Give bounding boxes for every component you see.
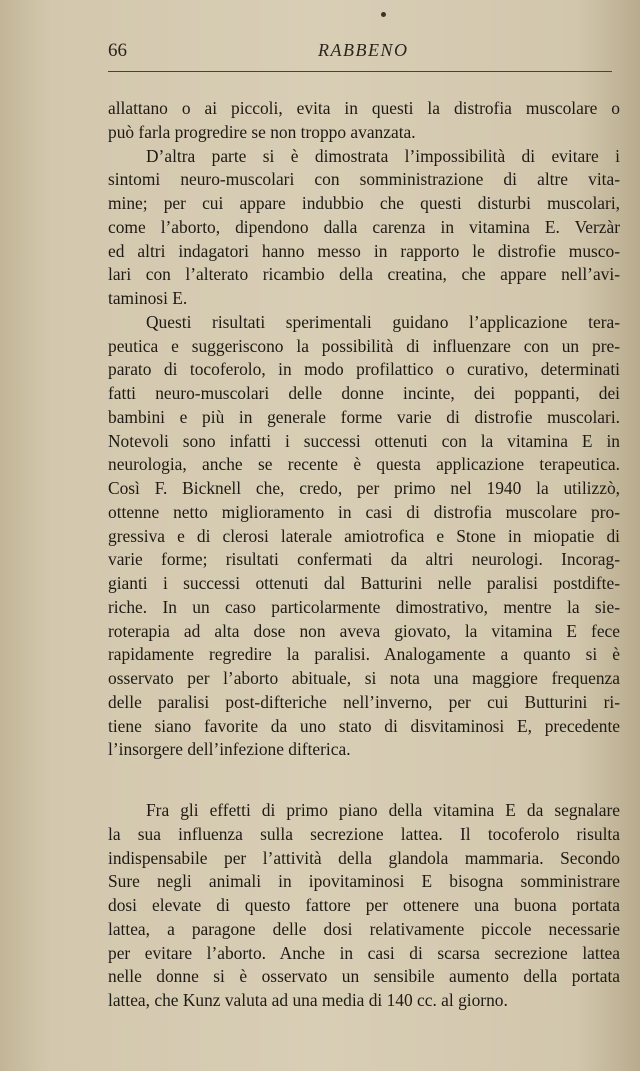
text-line: Così F. Bicknell che, credo, per primo nel 1940 la utilizzò, bbox=[108, 478, 620, 498]
text-line: riche. In un caso particolarmente dimostrativo, mentre la sie- bbox=[108, 596, 620, 617]
header-rule bbox=[108, 71, 612, 72]
text-line: delle paralisi post-difteriche nell’inverno, per cui Butturini ri- bbox=[108, 691, 620, 712]
text-line: lattea, a paragone delle dosi relativamente piccole necessarie bbox=[108, 918, 620, 939]
running-head: RABBENO bbox=[318, 40, 409, 60]
text-line: bambini e più in generale forme varie di distrofie muscolari. bbox=[108, 406, 620, 427]
ink-speck bbox=[381, 12, 386, 17]
text-line: roterapia ad alta dose non aveva giovato, la vitamina E fece bbox=[108, 620, 620, 641]
text-line: come l’aborto, dipendono dalla carenza in vitamina E. Verzàr bbox=[108, 216, 620, 237]
text-line: osservato per l’aborto abituale, si nota una maggiore frequenza bbox=[108, 668, 620, 688]
text-line: varie forme; risultati confermati da altri neurologi. Incorag- bbox=[108, 549, 620, 570]
text-line: parato di tocoferolo, in modo profilattico o curativo, determinati bbox=[108, 359, 620, 380]
text-line: Sure negli animali in ipovitaminosi E bisogna somministrare bbox=[108, 871, 620, 892]
text-line: gressiva e di clerosi laterale amiotrofica e Stone in miopatie di bbox=[108, 525, 620, 546]
paragraph bbox=[108, 145, 620, 311]
text-line: fatti neuro-muscolari delle donne incinte, dei poppanti, dei bbox=[108, 383, 620, 403]
text-line: Fra gli effetti di primo piano della vitamina E da segnalare bbox=[146, 800, 620, 820]
text-line: neurologia, anche se recente è questa applicazione terapeutica. bbox=[108, 454, 620, 475]
text-line: Questi risultati sperimentali guidano l’applicazione tera- bbox=[146, 311, 620, 332]
section-gap bbox=[108, 762, 620, 799]
text-line: ottenne netto miglioramento in casi di distrofia muscolare pro- bbox=[108, 501, 620, 522]
text-line: D’altra parte si è dimostrata l’impossibilità di evitare i bbox=[146, 145, 620, 166]
page-header bbox=[108, 40, 612, 66]
paragraph bbox=[108, 799, 620, 1013]
text-line: l’insorgere dell’infezione difterica. bbox=[108, 739, 351, 760]
page-number: 66 bbox=[108, 40, 127, 61]
text-line: tiene siano favorite da uno stato di disvitaminosi E, precedente bbox=[108, 715, 620, 736]
text-line: lattea, che Kunz valuta ad una media di 140 cc. al giorno. bbox=[108, 990, 508, 1010]
text-line: rapidamente regredire la paralisi. Analogamente a quanto si è bbox=[108, 644, 620, 665]
text-line: per evitare l’aborto. Anche in casi di scarsa secrezione lattea bbox=[108, 942, 620, 963]
text-line: lari con l’alterato ricambio della creatina, che appare nell’avi- bbox=[108, 264, 620, 285]
paragraph bbox=[108, 311, 620, 762]
text-line: allattano o ai piccoli, evita in questi la distrofia muscolare o bbox=[108, 98, 620, 118]
text-line: peutica e suggeriscono la possibilità di influenzare con un pre- bbox=[108, 335, 620, 356]
text-line: nelle donne si è osservato un sensibile aumento della portata bbox=[108, 966, 620, 987]
text-line: Notevoli sono infatti i successi ottenuti con la vitamina E in bbox=[108, 430, 620, 451]
text-line: dosi elevate di questo fattore per ottenere una buona portata bbox=[108, 895, 620, 915]
text-line: sintomi neuro-muscolari con somministrazione di altre vita- bbox=[108, 169, 620, 190]
paragraph bbox=[108, 97, 620, 145]
text-line: può farla progredire se non troppo avanzata. bbox=[108, 121, 416, 142]
text-line: gianti i successi ottenuti dal Batturini nelle paralisi postdifte- bbox=[108, 573, 620, 593]
text-line: mine; per cui appare indubbio che questi disturbi muscolari, bbox=[108, 193, 620, 213]
text-line: taminosi E. bbox=[108, 288, 188, 308]
body-text bbox=[108, 97, 620, 1013]
text-line: indispensabile per l’attività della glandola mammaria. Secondo bbox=[108, 847, 620, 868]
text-line: la sua influenza sulla secrezione lattea. Il tocoferolo risulta bbox=[108, 823, 620, 844]
text-line: ed altri indagatori hanno messo in rapporto le distrofie musco- bbox=[108, 240, 620, 261]
